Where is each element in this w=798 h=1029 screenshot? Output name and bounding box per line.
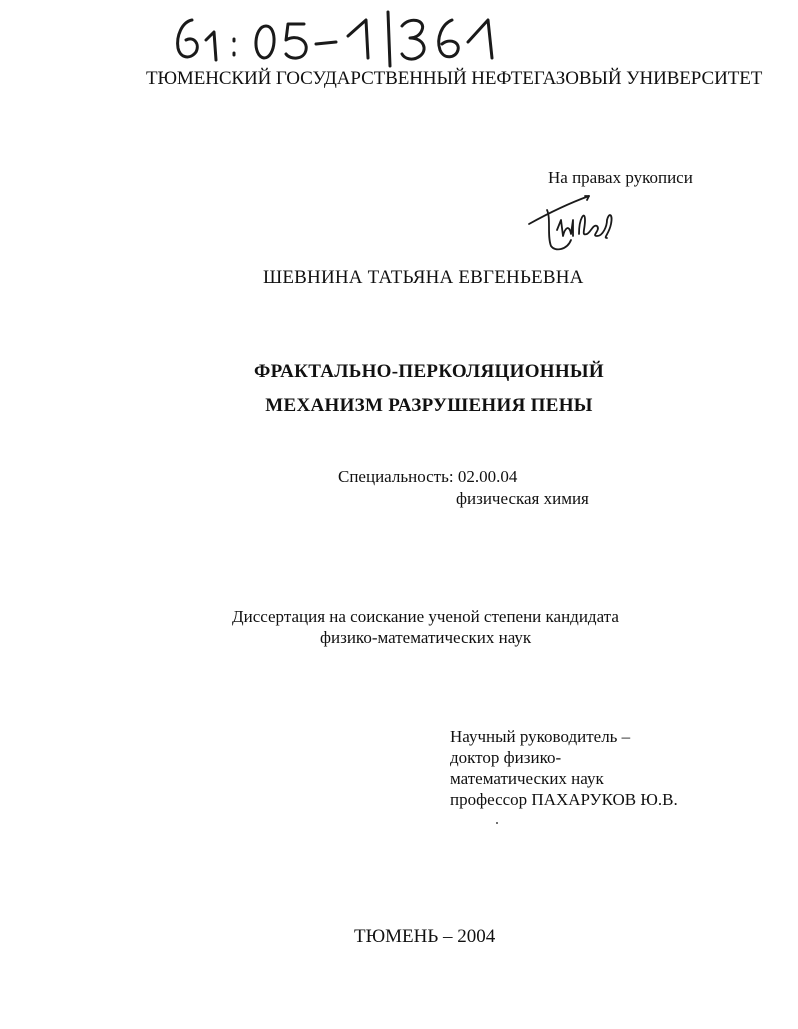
advisor-line: профессор ПАХАРУКОВ Ю.В. [450, 790, 678, 809]
specialty-name: физическая химия [456, 489, 589, 508]
degree-statement-line-2: физико-математических наук [320, 628, 532, 647]
dissertation-title-line-2: МЕХАНИЗМ РАЗРУШЕНИЯ ПЕНЫ [265, 395, 593, 416]
advisor-line: математических наук [450, 769, 604, 788]
handwritten-archive-code [170, 6, 510, 68]
manuscript-rights-note: На правах рукописи [548, 168, 693, 187]
city-year: ТЮМЕНЬ – 2004 [354, 926, 496, 947]
author-name: ШЕВНИНА ТАТЬЯНА ЕВГЕНЬЕВНА [263, 267, 584, 288]
advisor-line: доктор физико- [450, 748, 562, 767]
scan-speck [496, 822, 498, 824]
advisor-line: Научный руководитель – [450, 727, 631, 746]
specialty-code: Специальность: 02.00.04 [338, 467, 518, 486]
signature [527, 188, 627, 254]
degree-statement-line-1: Диссертация на соискание ученой степени кандидата [232, 607, 619, 626]
dissertation-title-line-1: ФРАКТАЛЬНО-ПЕРКОЛЯЦИОННЫЙ [254, 361, 604, 382]
university-name: ТЮМЕНСКИЙ ГОСУДАРСТВЕННЫЙ НЕФТЕГАЗОВЫЙ УНИВЕРСИТЕТ [146, 68, 763, 89]
